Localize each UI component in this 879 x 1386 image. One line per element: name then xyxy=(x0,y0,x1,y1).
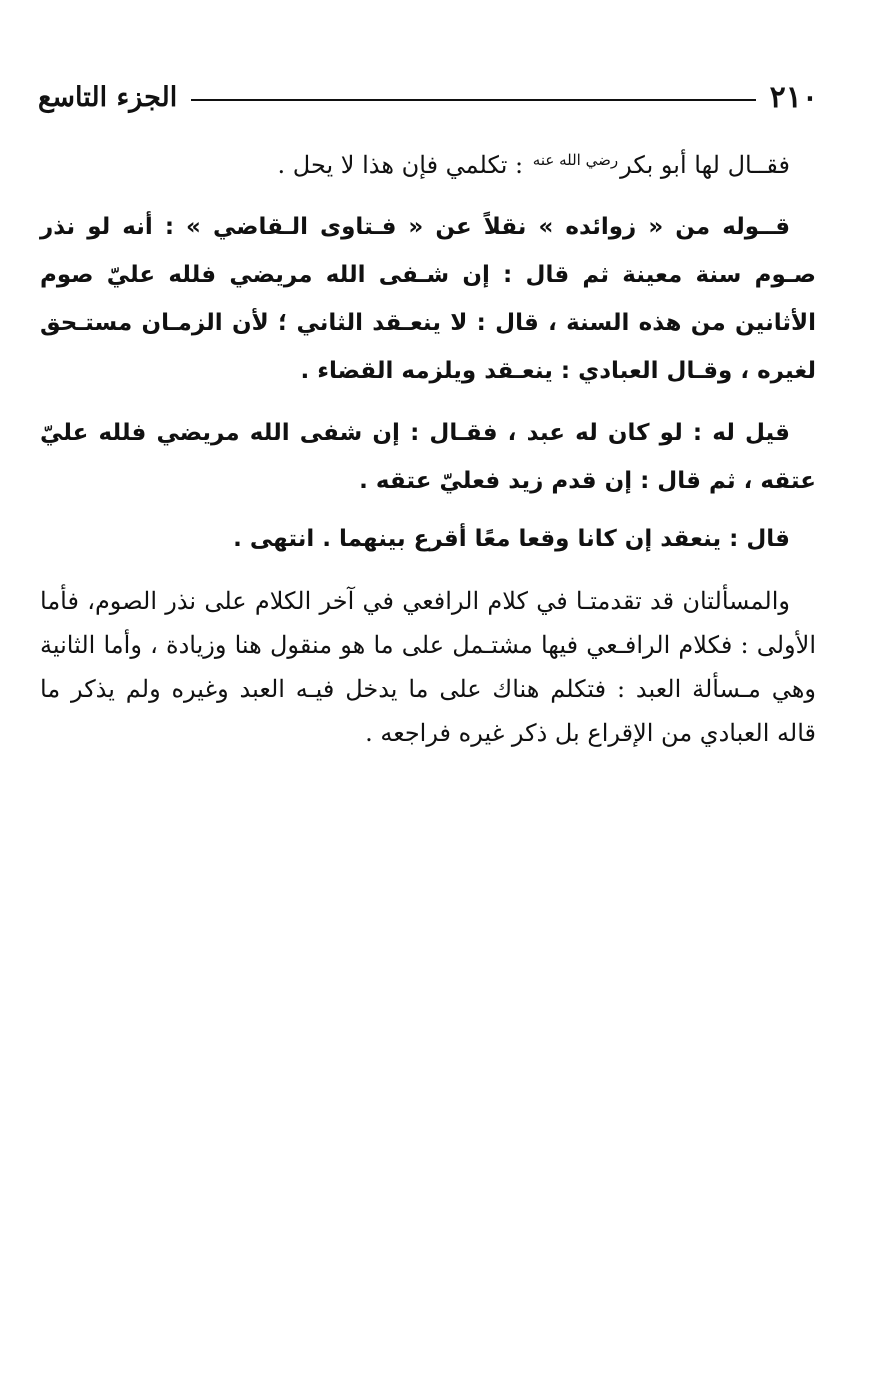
page-body xyxy=(40,138,816,755)
paragraph-citation: قــوله من « زوائده » نقلاً عن « فـتاوى الـقاضي » : أنه لو نذر صـوم سنة معينة ثم قال : إن شـفى الله مريضي فلله عليّ صوم الأثانين من هذه السنة ، قال : لا ينعـقد الثاني ؛ لأن الزمـان مستـحق لغيره ، وقـال العبادي : ينعـقد ويلزمه القضاء . xyxy=(40,214,816,384)
paragraph-text: : تكلمي فإن هذا لا يحل . xyxy=(277,151,531,179)
paragraph-text: فقــال لها أبو بكر xyxy=(620,151,790,179)
header-rule xyxy=(191,99,755,101)
paragraph-quote xyxy=(40,138,816,187)
paragraph-commentary: والمسألتان قد تقدمتـا في كلام الرافعي في آخر الكلام على نذر الصوم، فأما الأولى : فكلام الرافـعي فيها مشتـمل على ما هو منقول هنا وزيادة ، وأما الثانية وهي مـسألة العبد : فتكلم هناك على ما يدخل فيـه العبد وغيره ولم يذكر ما قاله العبادي من الإقراع بل ذكر غيره فراجعه . xyxy=(40,587,816,747)
volume-title: الجزء التاسع xyxy=(38,82,178,113)
running-header xyxy=(38,78,818,118)
page-number: ٢١٠ xyxy=(769,80,818,115)
paragraph-answer: قال : ينعقد إن كانا وقعا معًا أقرع بينهما . انتهى . xyxy=(233,526,790,552)
paragraph-question: قيل له : لو كان له عبد ، فقـال : إن شفى الله مريضي فلله عليّ عتقه ، ثم قال : إن قدم زيد فعليّ عتقه . xyxy=(40,420,816,494)
honorific-symbol: رضي الله عنه xyxy=(532,151,619,169)
